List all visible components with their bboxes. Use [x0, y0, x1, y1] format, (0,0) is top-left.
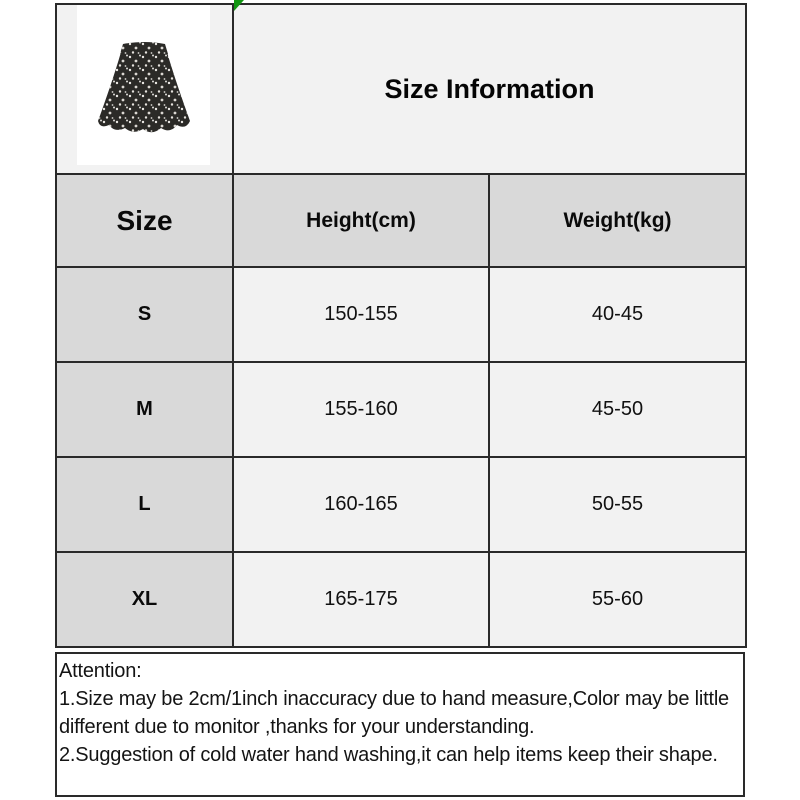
column-header-height: Height(cm): [233, 174, 489, 267]
skirt-graphic: [89, 41, 199, 141]
weight-value: 50-55: [489, 457, 746, 552]
weight-value: 40-45: [489, 267, 746, 362]
height-value: 150-155: [233, 267, 489, 362]
column-header-size: Size: [56, 174, 233, 267]
attention-note-line: 1.Size may be 2cm/1inch inaccuracy due to hand measure,Color may be little: [59, 688, 729, 710]
attention-note-line: 2.Suggestion of cold water hand washing,it can help items keep their shape.: [59, 744, 718, 766]
attention-notes: [55, 652, 745, 797]
size-information-title: Size Information: [233, 4, 746, 174]
size-label: M: [56, 362, 233, 457]
height-value: 155-160: [233, 362, 489, 457]
table-row-m: [56, 362, 746, 457]
attention-note-line: different due to monitor ,thanks for your understanding.: [59, 716, 535, 738]
size-label: S: [56, 267, 233, 362]
product-photo: [77, 5, 210, 165]
size-table: [55, 3, 747, 648]
title-row: [56, 4, 746, 174]
table-row-xl: [56, 552, 746, 647]
attention-heading: Attention:: [59, 660, 142, 682]
column-header-weight: Weight(kg): [489, 174, 746, 267]
header-row: [56, 174, 746, 267]
height-value: 160-165: [233, 457, 489, 552]
size-label: XL: [56, 552, 233, 647]
height-value: 165-175: [233, 552, 489, 647]
table-row-l: [56, 457, 746, 552]
product-image-cell: [56, 4, 233, 174]
size-label: L: [56, 457, 233, 552]
green-corner-marker-icon: [234, 0, 244, 11]
table-row-s: [56, 267, 746, 362]
weight-value: 45-50: [489, 362, 746, 457]
weight-value: 55-60: [489, 552, 746, 647]
